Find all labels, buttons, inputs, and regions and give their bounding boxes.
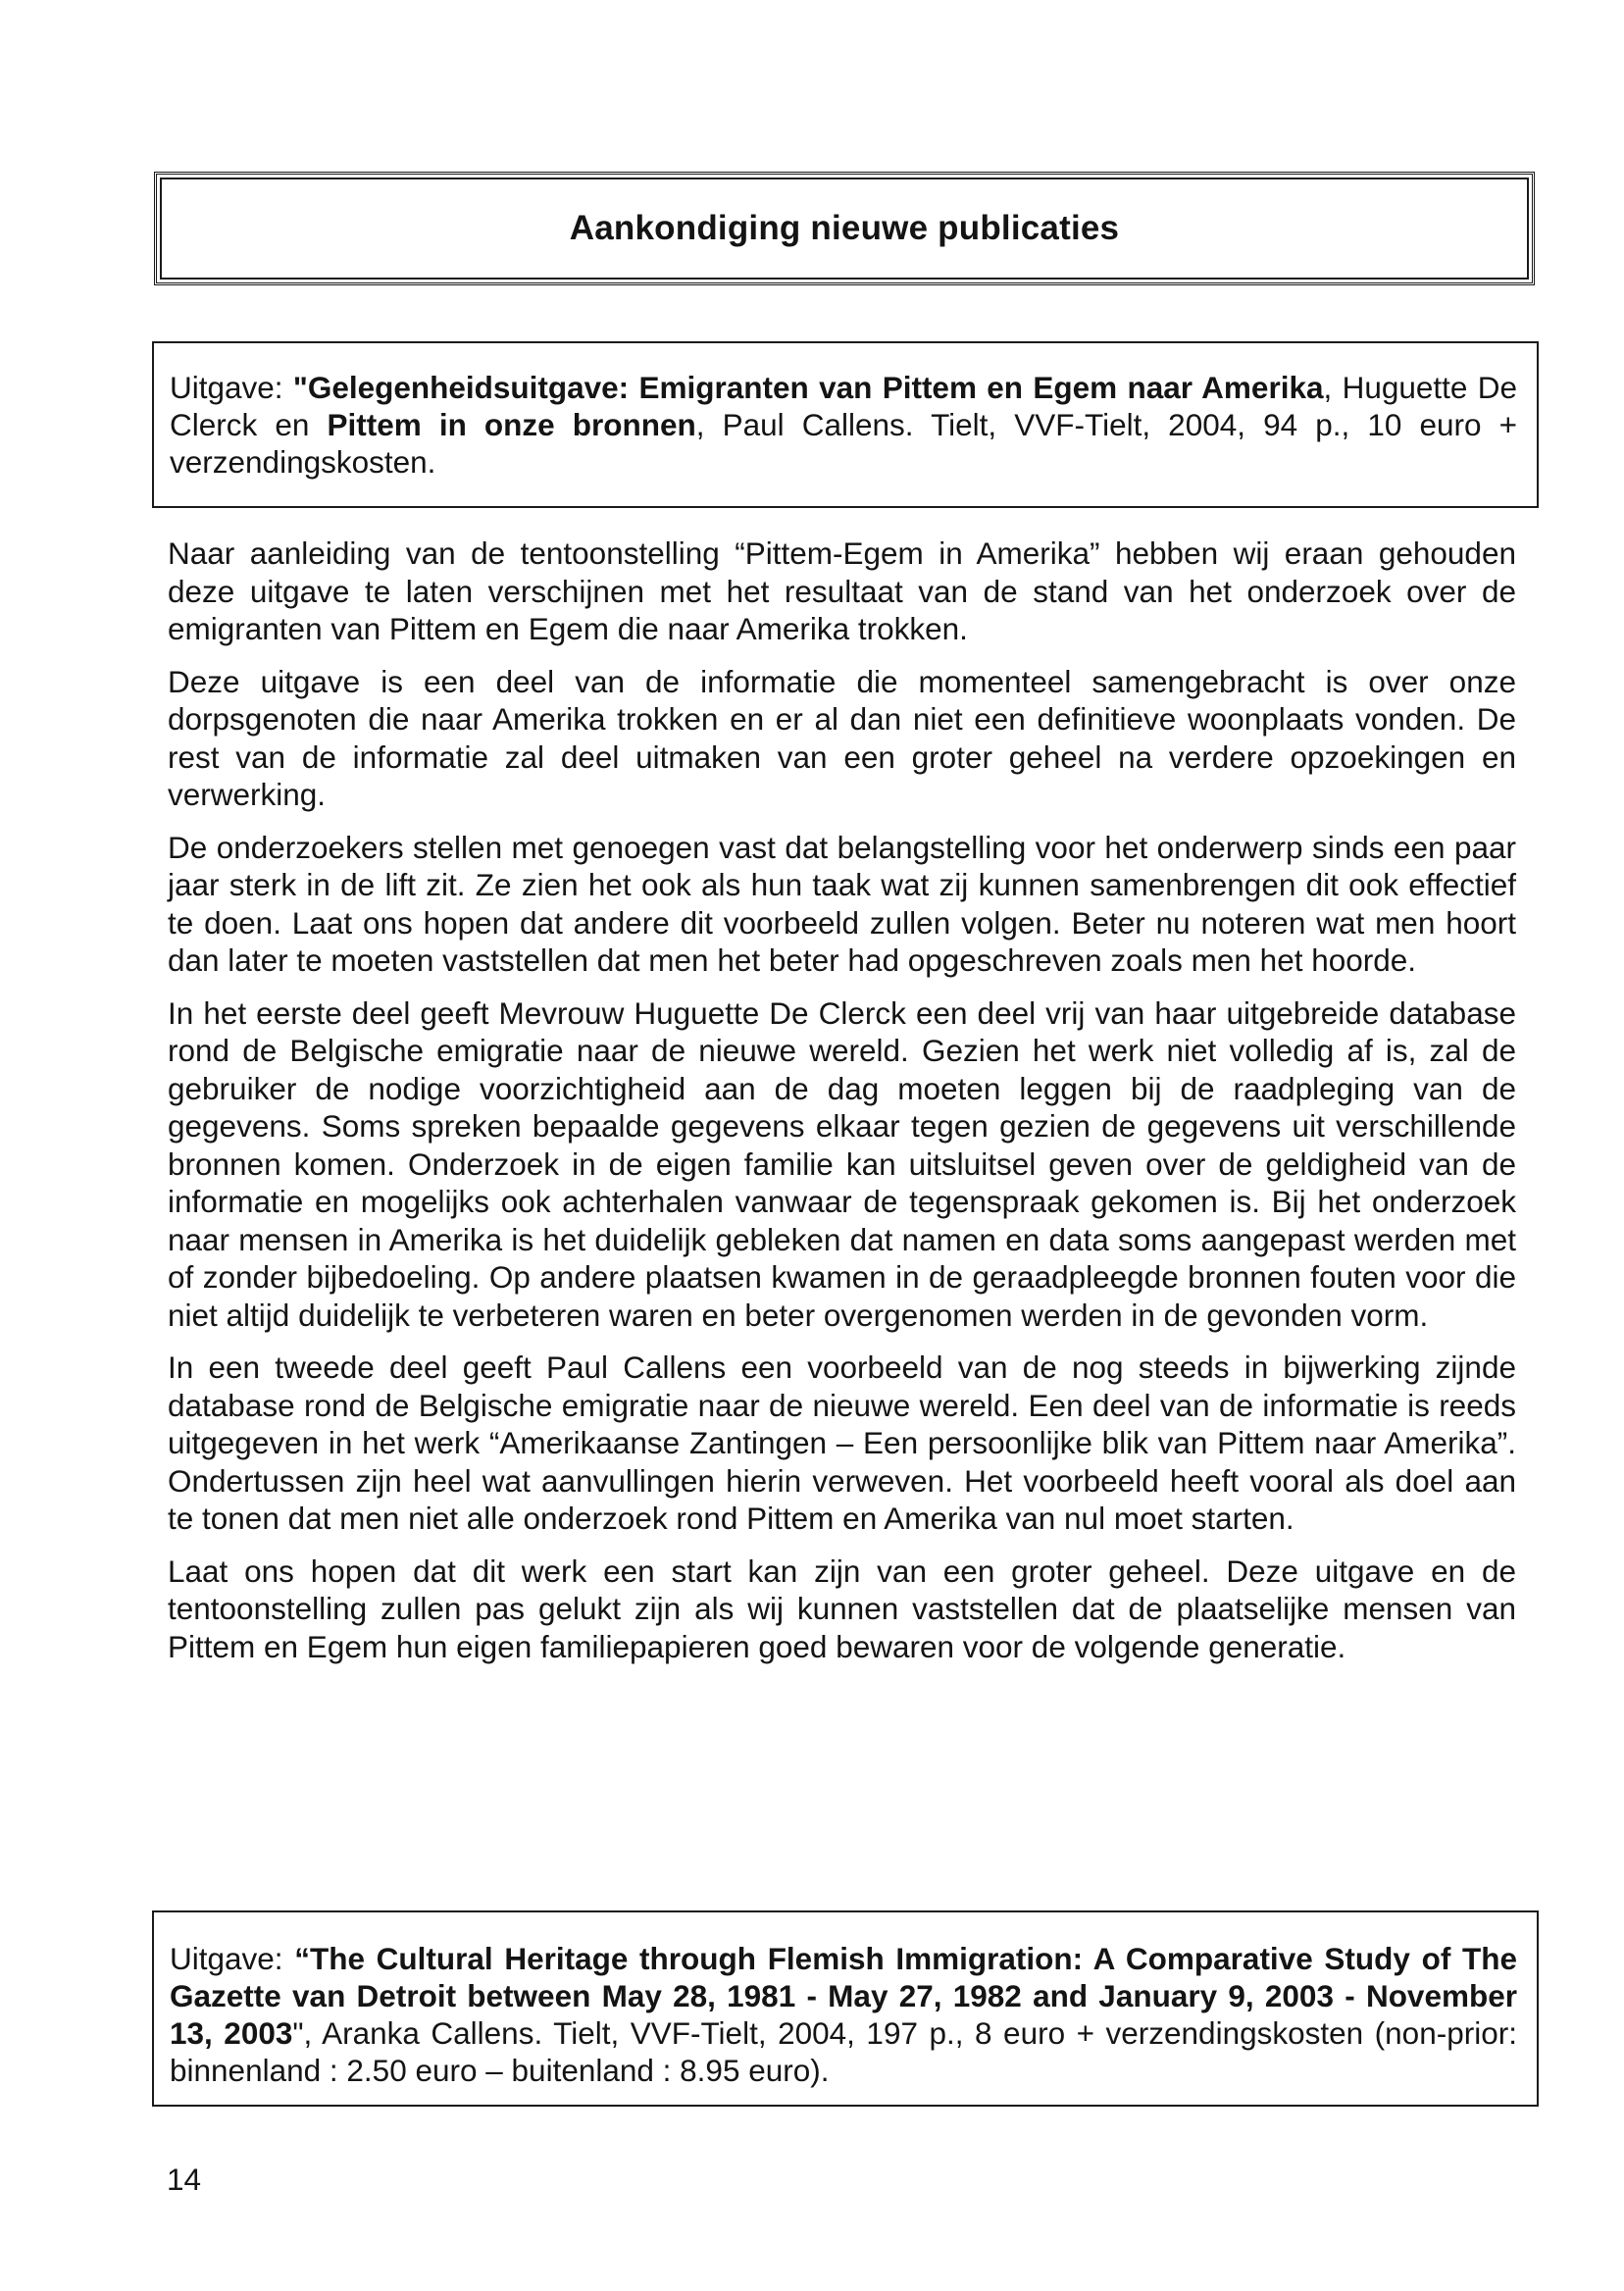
- paragraph: In een tweede deel geeft Paul Callens een voorbeeld van de nog steeds in bijwerking zijnde database rond de Belgische emigratie naar de nieuwe wereld. Een deel van de informatie is reeds uitgegeven in het werk “Amerikaanse Zantingen – Een persoonlijke blik van Pittem naar Amerika”. Ondertussen zijn heel wat aanvullingen hierin verweven. Het voorbeeld heeft vooral als doel aan te tonen dat men niet alle onderzoek rond Pittem en Amerika van nul moet starten.: [168, 1349, 1516, 1536]
- paragraph: Laat ons hopen dat dit werk een start kan zijn van een groter geheel. Deze uitgave en de tentoonstelling zullen pas gelukt zijn als wij kunnen vaststellen dat de plaatselijke mensen van Pittem en Egem hun eigen familiepapieren goed bewaren voor de volgende generatie.: [168, 1553, 1516, 1664]
- publication-box-2: [152, 1910, 1539, 2107]
- publication-details: , Paul Callens. Tielt, VVF-Tielt, 2004, 94 p., 10 euro + verzendingskosten.: [170, 407, 1518, 480]
- publication-second-title: Pittem in onze bronnen: [327, 407, 696, 442]
- paragraph: In het eerste deel geeft Mevrouw Huguette De Clerck een deel vrij van haar uitgebreide database rond de Belgische emigratie naar de nieuwe wereld. Gezien het werk niet volledig af is, zal de gebruiker de nodige voorzichtigheid aan de dag moeten leggen bij de raadpleging van de gegevens. Soms spreken bepaalde gegevens elkaar tegen gezien de gegevens uit verschillende bronnen komen. Onderzoek in de eigen familie kan uitsluitsel geven over de geldigheid van de informatie en mogelijks ook achterhalen vanwaar de tegenspraak gekomen is. Bij het onderzoek naar mensen in Amerika is het duidelijk gebleken dat namen en data soms aangepast werden met of zonder bijbedoeling. Op andere plaatsen kwamen in de geraadpleegde bronnen fouten voor die niet altijd duidelijk te verbeteren waren en beter overgenomen werden in de gevonden vorm.: [168, 994, 1516, 1333]
- paragraph: Naar aanleiding van de tentoonstelling “Pittem-Egem in Amerika” hebben wij eraan gehouden deze uitgave te laten verschijnen met het resultaat van de stand van het onderzoek over de emigranten van Pittem en Egem die naar Amerika trokken.: [168, 535, 1516, 646]
- publication-author-text: , Huguette De Clerck en: [170, 370, 1518, 442]
- article-body: [168, 535, 1516, 1680]
- page-number: 14: [167, 2162, 202, 2197]
- publication-box-1: [152, 341, 1539, 508]
- publication-title: “The Cultural Heritage through Flemish Immigration: A Comparative Study of The Gazette van Detroit between May 28, 1981 - May 27, 1982 and January 9, 2003 - November 13, 2003: [170, 1941, 1517, 2051]
- publication-prefix: Uitgave:: [170, 1941, 295, 1976]
- page-title: Aankondiging nieuwe publicaties: [569, 209, 1120, 247]
- paragraph: Deze uitgave is een deel van de informatie die momenteel samengebracht is over onze dorpsgenoten die naar Amerika trokken en er al dan niet een definitieve woonplaats vonden. De rest van de informatie zal deel uitmaken van een groter geheel na verdere opzoekingen en verwerking.: [168, 663, 1516, 812]
- paragraph: De onderzoekers stellen met genoegen vast dat belangstelling voor het onderwerp sinds een paar jaar sterk in de lift zit. Ze zien het ook als hun taak wat zij kunnen samenbrengen dit ook effectief te doen. Laat ons hopen dat andere dit voorbeeld zullen volgen. Beter nu noteren wat men hoort dan later te moeten vaststellen dat men het beter had opgeschreven zoals men het hoorde.: [168, 829, 1516, 978]
- title-box-inner: [160, 178, 1529, 280]
- publication-details: ", Aranka Callens. Tielt, VVF-Tielt, 2004, 197 p., 8 euro + verzendingskosten (non-prior: binnenland : 2.50 euro – buitenland : 8.95 euro).: [170, 2015, 1517, 2088]
- publication-title: "Gelegenheidsuitgave: Emigranten van Pittem en Egem naar Amerika: [292, 370, 1324, 405]
- title-box: [154, 172, 1535, 285]
- publication-prefix: Uitgave:: [170, 370, 293, 405]
